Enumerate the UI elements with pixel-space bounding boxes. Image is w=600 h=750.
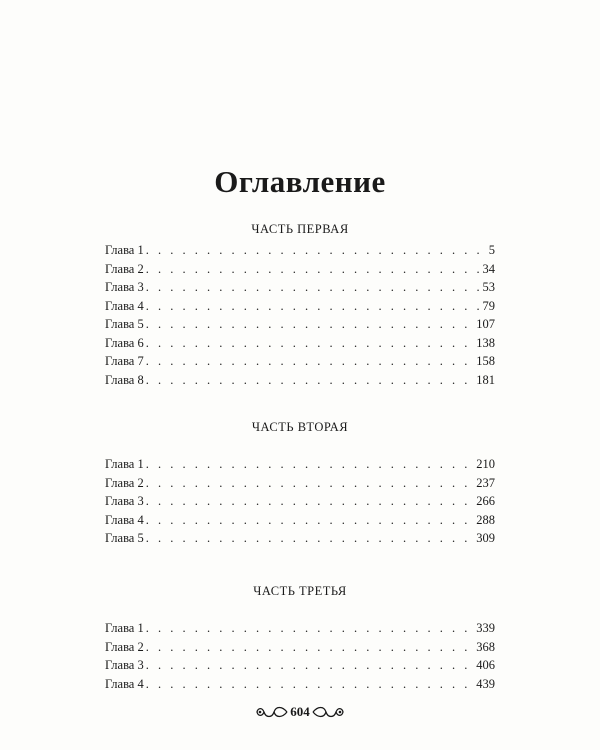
dot-leader (146, 243, 487, 258)
dot-leader (146, 354, 475, 369)
toc-entry-label: Глава 1 (105, 621, 144, 635)
toc-entry (105, 677, 495, 696)
dot-leader (146, 317, 475, 332)
toc-entry-page: 288 (476, 512, 495, 527)
toc-entry (105, 658, 495, 677)
toc-entry-label: Глава 6 (105, 335, 144, 350)
dot-leader (146, 621, 475, 636)
dot-leader (146, 658, 475, 673)
toc-entry-label: Глава 8 (105, 372, 144, 387)
toc-entry (105, 513, 495, 532)
toc-entry-page: 339 (476, 621, 495, 635)
toc-entry (105, 476, 495, 495)
toc-entry-label: Глава 1 (105, 243, 144, 257)
toc-entry-page: 237 (476, 475, 495, 490)
toc-entry-page: 158 (476, 354, 495, 368)
toc-entry-page: 406 (476, 658, 495, 672)
ornament-left-icon (254, 705, 288, 719)
toc-entry (105, 457, 495, 476)
toc-entry (105, 243, 495, 262)
toc-entry-label: Глава 4 (105, 298, 144, 313)
toc-entry (105, 494, 495, 513)
toc-entry (105, 280, 495, 299)
toc-entry-label: Глава 4 (105, 676, 144, 691)
toc-entry-label: Глава 5 (105, 531, 144, 545)
toc-entry-page: 5 (488, 243, 495, 257)
toc-entry-label: Глава 2 (105, 475, 144, 490)
toc-entry (105, 299, 495, 318)
toc-entry-page: 181 (476, 372, 495, 387)
toc-entry-page: 138 (476, 335, 495, 350)
dot-leader (146, 457, 475, 472)
toc-entry-page: 107 (476, 317, 495, 331)
dot-leader (146, 531, 475, 546)
dot-leader (146, 494, 475, 509)
toc-part-1 (105, 222, 495, 391)
toc-entry (105, 621, 495, 640)
toc-entry-label: Глава 3 (105, 658, 144, 672)
toc-entry-page: 79 (482, 298, 495, 313)
part-heading: ЧАСТЬ ТРЕТЬЯ (253, 584, 347, 598)
toc-entry-page: 34 (482, 261, 495, 276)
part-heading: ЧАСТЬ ПЕРВАЯ (251, 222, 349, 236)
toc-entry-label: Глава 3 (105, 280, 144, 294)
toc-entry-label: Глава 2 (105, 261, 144, 276)
toc-entry-page: 368 (476, 639, 495, 654)
toc-entry (105, 336, 495, 355)
toc-entry (105, 640, 495, 659)
toc-entry (105, 317, 495, 336)
dot-leader (146, 373, 475, 388)
toc-part-3 (105, 584, 495, 695)
dot-leader (146, 677, 475, 692)
page-title: Оглавление (214, 164, 386, 199)
page-footer (0, 704, 600, 720)
toc-entry-page: 53 (482, 280, 495, 294)
toc-entry-page: 266 (476, 494, 495, 508)
toc-entry (105, 531, 495, 550)
dot-leader (146, 336, 475, 351)
dot-leader (146, 476, 475, 491)
dot-leader (146, 280, 481, 295)
toc-entry-label: Глава 5 (105, 317, 144, 331)
dot-leader (146, 640, 475, 655)
toc-entry-page: 439 (476, 676, 495, 691)
toc-entry-label: Глава 1 (105, 457, 144, 471)
toc-entry (105, 262, 495, 281)
dot-leader (146, 513, 475, 528)
dot-leader (146, 299, 481, 314)
toc-entry-label: Глава 3 (105, 494, 144, 508)
page-number: 604 (290, 704, 310, 719)
toc-entry (105, 373, 495, 392)
dot-leader (146, 262, 481, 277)
toc-entry-page: 309 (476, 531, 495, 545)
toc-part-2 (105, 420, 495, 550)
ornament-right-icon (312, 705, 346, 719)
toc-entry-page: 210 (476, 457, 495, 471)
toc-entry-label: Глава 2 (105, 639, 144, 654)
toc-entry-label: Глава 7 (105, 354, 144, 368)
toc-entry-label: Глава 4 (105, 512, 144, 527)
toc-entry (105, 354, 495, 373)
part-heading: ЧАСТЬ ВТОРАЯ (251, 420, 349, 434)
